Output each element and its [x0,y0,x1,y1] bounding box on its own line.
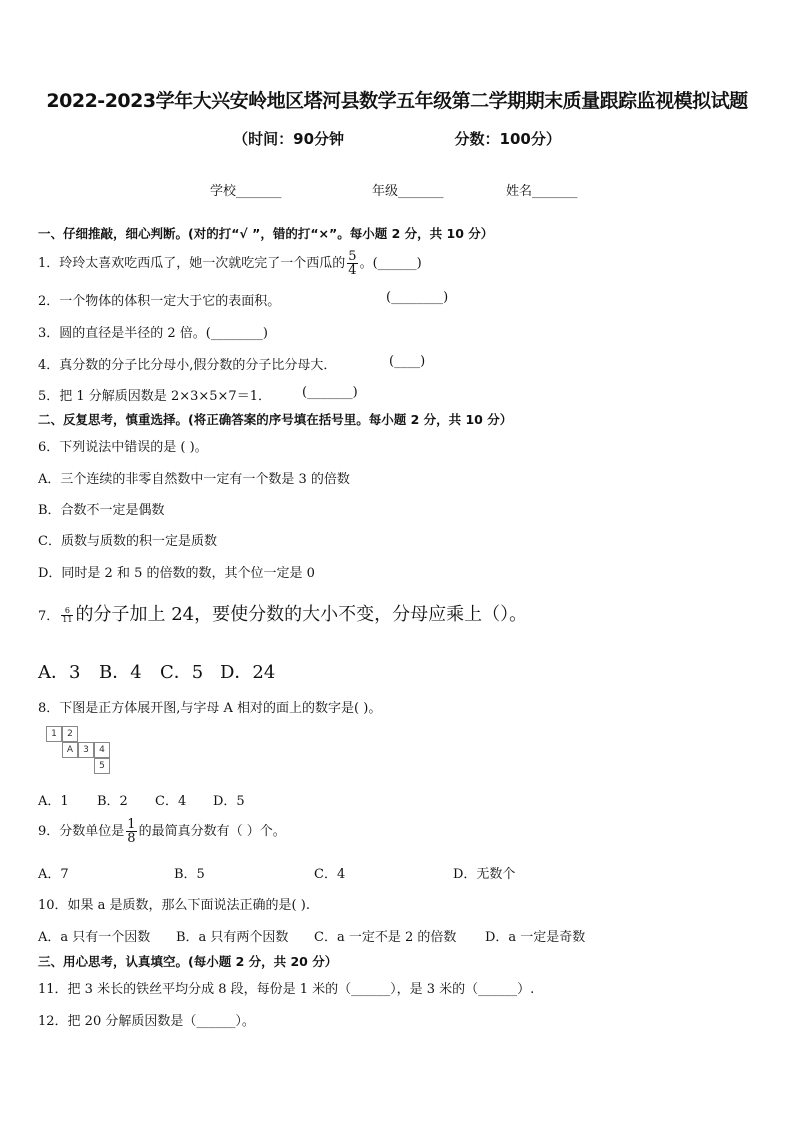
question-5: 5．把 1 分解质因数是 2×3×5×7＝1． [38,389,271,404]
question-4-blank[interactable]: (____) [389,354,426,369]
exam-subtitle [0,128,794,149]
question-9-option-d[interactable]: D．无数个 [453,867,516,882]
question-9-option-c[interactable]: C．4 [314,867,346,882]
question-10-stem: 10．如果 a 是质数，那么下面说法正确的是( ). [38,898,310,913]
question-6-option-a[interactable]: A．三个连续的非零自然数中一定有一个数是 3 的倍数 [38,472,350,487]
question-5-blank[interactable]: (_______) [302,385,358,400]
question-8-option-d[interactable]: D．5 [213,794,245,809]
q9-denominator: 8 [127,831,136,846]
net-cell-5: 5 [94,758,110,774]
question-10-option-a[interactable]: A．a 只有一个因数 [38,930,151,945]
question-8-stem: 8．下图是正方体展开图,与字母 A 相对的面上的数字是( )。 [38,701,382,716]
q9-numerator: 1 [127,817,136,832]
grade-field[interactable]: 年级_______ [372,184,444,199]
question-1-blank[interactable]: 。(______) [359,256,422,271]
question-7 [38,600,527,626]
question-7-option-a[interactable]: A．3 [38,662,81,683]
question-3: 3．圆的直径是半径的 2 倍。(________) [38,326,268,341]
question-9-blank: 的最简真分数有（ ）个。 [138,824,286,839]
question-6-option-d[interactable]: D．同时是 2 和 5 的倍数的数，其个位一定是 0 [38,566,315,581]
net-cell-4: 4 [94,742,110,758]
question-6-option-b[interactable]: B．合数不一定是偶数 [38,503,165,518]
question-7-number: 7． [38,609,60,624]
page-title: 2022-2023学年大兴安岭地区塔河县数学五年级第二学期期末质量跟踪监视模拟试题 [46,90,748,112]
net-cell-a: A [62,742,78,758]
question-11[interactable]: 11．把 3 米长的铁丝平均分成 8 段，每份是 1 米的（______），是 3 米的（______）. [38,982,535,997]
question-8-option-a[interactable]: A．1 [38,794,69,809]
question-12[interactable]: 12．把 20 分解质因数是（______）。 [38,1014,255,1029]
question-10-option-d[interactable]: D．a 一定是奇数 [485,930,586,945]
question-7-option-b[interactable]: B．4 [99,662,142,683]
question-9-option-b[interactable]: B．5 [174,867,205,882]
section-1-header: 一、仔细推敲，细心判断。(对的打“√ ”，错的打“×”。每小题 2 分，共 10 分） [38,226,494,241]
q1-denominator: 4 [348,263,357,278]
question-4: 4．真分数的分子比分母小,假分数的分子比分母大． [38,358,337,373]
question-7-text: 的分子加上 24，要使分数的大小不变，分母应乘上（）。 [75,604,528,625]
question-6-stem: 6．下列说法中错误的是 ( )。 [38,440,208,455]
question-8-option-b[interactable]: B．2 [97,794,128,809]
question-9-option-a[interactable]: A．7 [38,867,69,882]
question-2: 2．一个物体的体积一定大于它的表面积。 [38,294,281,309]
question-1-text: 1．玲玲太喜欢吃西瓜了，她一次就吃完了一个西瓜的 [38,256,346,271]
net-cell-2: 2 [62,726,78,742]
question-2-blank[interactable]: (________) [386,290,449,305]
net-cell-1: 1 [46,726,62,742]
question-8-option-c[interactable]: C．4 [155,794,187,809]
question-9-text: 9．分数单位是 [38,824,125,839]
section-2-header: 二、反复思考，慎重选择。(将正确答案的序号填在括号里。每小题 2 分，共 10 分） [38,412,513,427]
question-7-option-d[interactable]: D．24 [220,662,276,683]
section-3-header: 三、用心思考，认真填空。(每小题 2 分，共 20 分） [38,954,338,969]
q7-denominator: 11 [62,614,73,624]
question-10-option-b[interactable]: B．a 只有两个因数 [176,930,289,945]
exam-time: （时间：90分钟 [233,130,345,148]
exam-score: 分数：100分） [454,130,561,148]
question-1 [38,250,422,277]
question-9 [38,818,286,845]
school-field[interactable]: 学校_______ [210,184,282,199]
q1-numerator: 5 [348,249,357,264]
question-10-option-c[interactable]: C．a 一定不是 2 的倍数 [314,930,457,945]
name-field[interactable]: 姓名_______ [506,184,578,199]
net-cell-3: 3 [78,742,94,758]
question-7-option-c[interactable]: C．5 [160,662,204,683]
question-6-option-c[interactable]: C．质数与质数的积一定是质数 [38,534,217,549]
q7-numerator: 6 [61,607,73,616]
